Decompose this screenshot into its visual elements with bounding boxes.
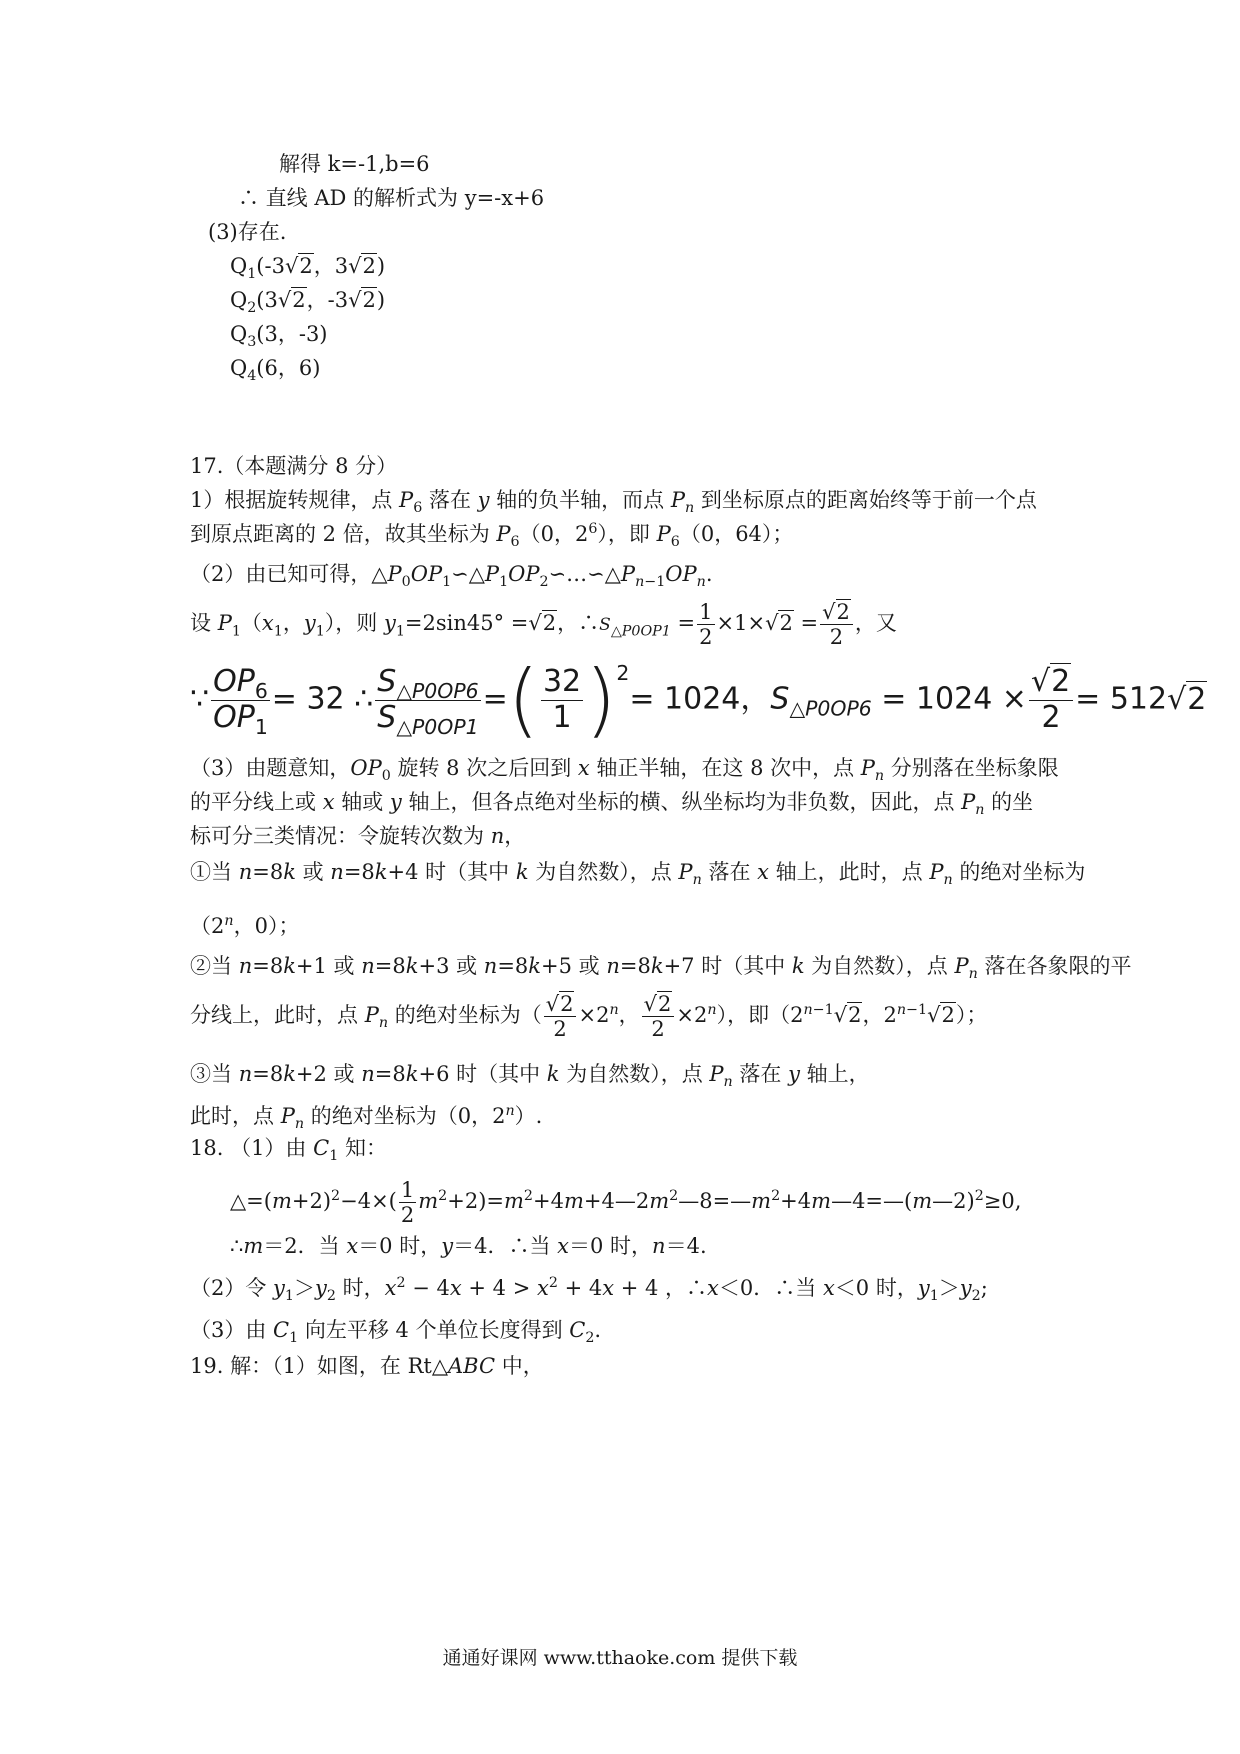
point-q4: $Q_4(6$，6)	[230, 356, 321, 385]
p17-part2-area: 设 $P_1(x_1$，$y_1$），则 $y_1=2\sin 45^\circ =√2$，$\therefore S_{\triangle P0OP1}$ = $\frac{1}{2}$ ×1×√2 = $\frac{√2}{2}$ ，又	[190, 600, 897, 650]
point-q2: $Q_2(3√2$，-3√2)	[230, 288, 386, 317]
p17-part1-line2: 到原点距离的 2 倍，故其坐标为 $P_6(0$，$2^6$），即 $P_6(0$，64）；	[190, 521, 794, 551]
point-q1: $Q_1(-3√2$，3√2)	[230, 254, 386, 283]
p18-m-value: ∴m＝2．当 x＝0 时，y＝4．∴当 x＝0 时，n＝4.	[230, 1234, 707, 1258]
p18-part3: （3）由 $C_1$ 向左平移 4 个单位长度得到 $C_2$.	[190, 1318, 602, 1347]
part3-exists: (3)存在.	[208, 220, 287, 244]
case-1-line1: ①当 n=8k 或 n=8k+4 时（其中 k 为自然数），点 $P_n$ 落在 x 轴上，此时，点 $P_n$ 的绝对坐标为	[190, 860, 1086, 889]
p17-part1-line1: 1）根据旋转规律，点 $P_6$ 落在 y 轴的负半轴，而点 $P_n$ 到坐标原点的距离始终等于前一个点	[190, 488, 1037, 517]
p18-part2: （2）令 $y_1>y_2$ 时，$x^2 - 4x + 4 > x^2 + 4x + 4$ ，∴x＜0．∴当 x＜0 时，$y_1>y_2$;	[190, 1275, 988, 1305]
p18-discriminant: $\triangle=(m+2)^2-4\times$( $\frac{1}{2}$ $m^2+2)=m^2+4m+4—2m^2—8=—m^2+4m—4=—(m—2)^2\ge 0$,	[230, 1178, 1022, 1228]
p17-part3-line2: 的平分线上或 x 轴或 y 轴上，但各点绝对坐标的横、纵坐标均为非负数，因此，点 $P_n$ 的坐	[190, 790, 1034, 819]
p17-part3-line3: 标可分三类情况：令旋转次数为 n，	[190, 824, 526, 848]
case-3-line1: ③当 n=8k+2 或 n=8k+6 时（其中 k 为自然数），点 $P_n$ 落在 y 轴上，	[190, 1062, 870, 1091]
page-footer: 通通好课网 www.tthaoke.com 提供下载	[442, 1647, 798, 1669]
p17-part2-similar: （2）由已知可得，$\triangle P_0OP_1∽\triangle P_1OP_2∽\dots∽\triangle P_{n-1}OP_n$.	[190, 562, 713, 591]
case-1-line2: （2$^n$，0）；	[190, 913, 300, 938]
case-3-line2: 此时，点 $P_n$ 的绝对坐标为（0，2$^n$）.	[190, 1103, 543, 1133]
p17-part3-line1: （3）由题意知，$OP_0$ 旋转 8 次之后回到 x 轴正半轴，在这 8 次中，点 $P_n$ 分别落在坐标象限	[190, 756, 1059, 785]
solve-kb-line: 解得 k=-1,b=6	[279, 152, 430, 176]
point-q3: $Q_3(3$，-3)	[230, 322, 328, 351]
line-ad-equation: ∴ 直线 AD 的解析式为 y=-x+6	[238, 186, 545, 210]
problem-17-heading: 17.（本题满分 8 分）	[190, 454, 398, 478]
problem-19-heading: 19. 解：（1）如图，在 Rt△ABC 中，	[190, 1354, 544, 1378]
case-2-line1: ②当 n=8k+1 或 n=8k+3 或 n=8k+5 或 n=8k+7 时（其中 k 为自然数），点 $P_n$ 落在各象限的平	[190, 954, 1132, 983]
p17-part2-ratio: ∵ $\frac{OP_6}{OP_1}$ = 32 ∴ $\frac{S_{\triangle P0OP6}}{S_{\triangle P0OP1}}$ =( $\frac{32}{1}$ )$^2$= 1024，$S_{\triangle P0OP6} = 1024$ × $\frac{√2}{2}$ = 512√2	[190, 653, 1207, 746]
case-2-line2: 分线上，此时，点 $P_n$ 的绝对坐标为（ $\frac{√2}{2}$ $\times 2^n$， $\frac{√2}{2}$ $\times 2^n$），即（$2^{n-1}√2$，$2^{n-1}√2$）；	[190, 992, 988, 1042]
problem-18-heading: 18. （1）由 $C_1$ 知：	[190, 1136, 387, 1165]
